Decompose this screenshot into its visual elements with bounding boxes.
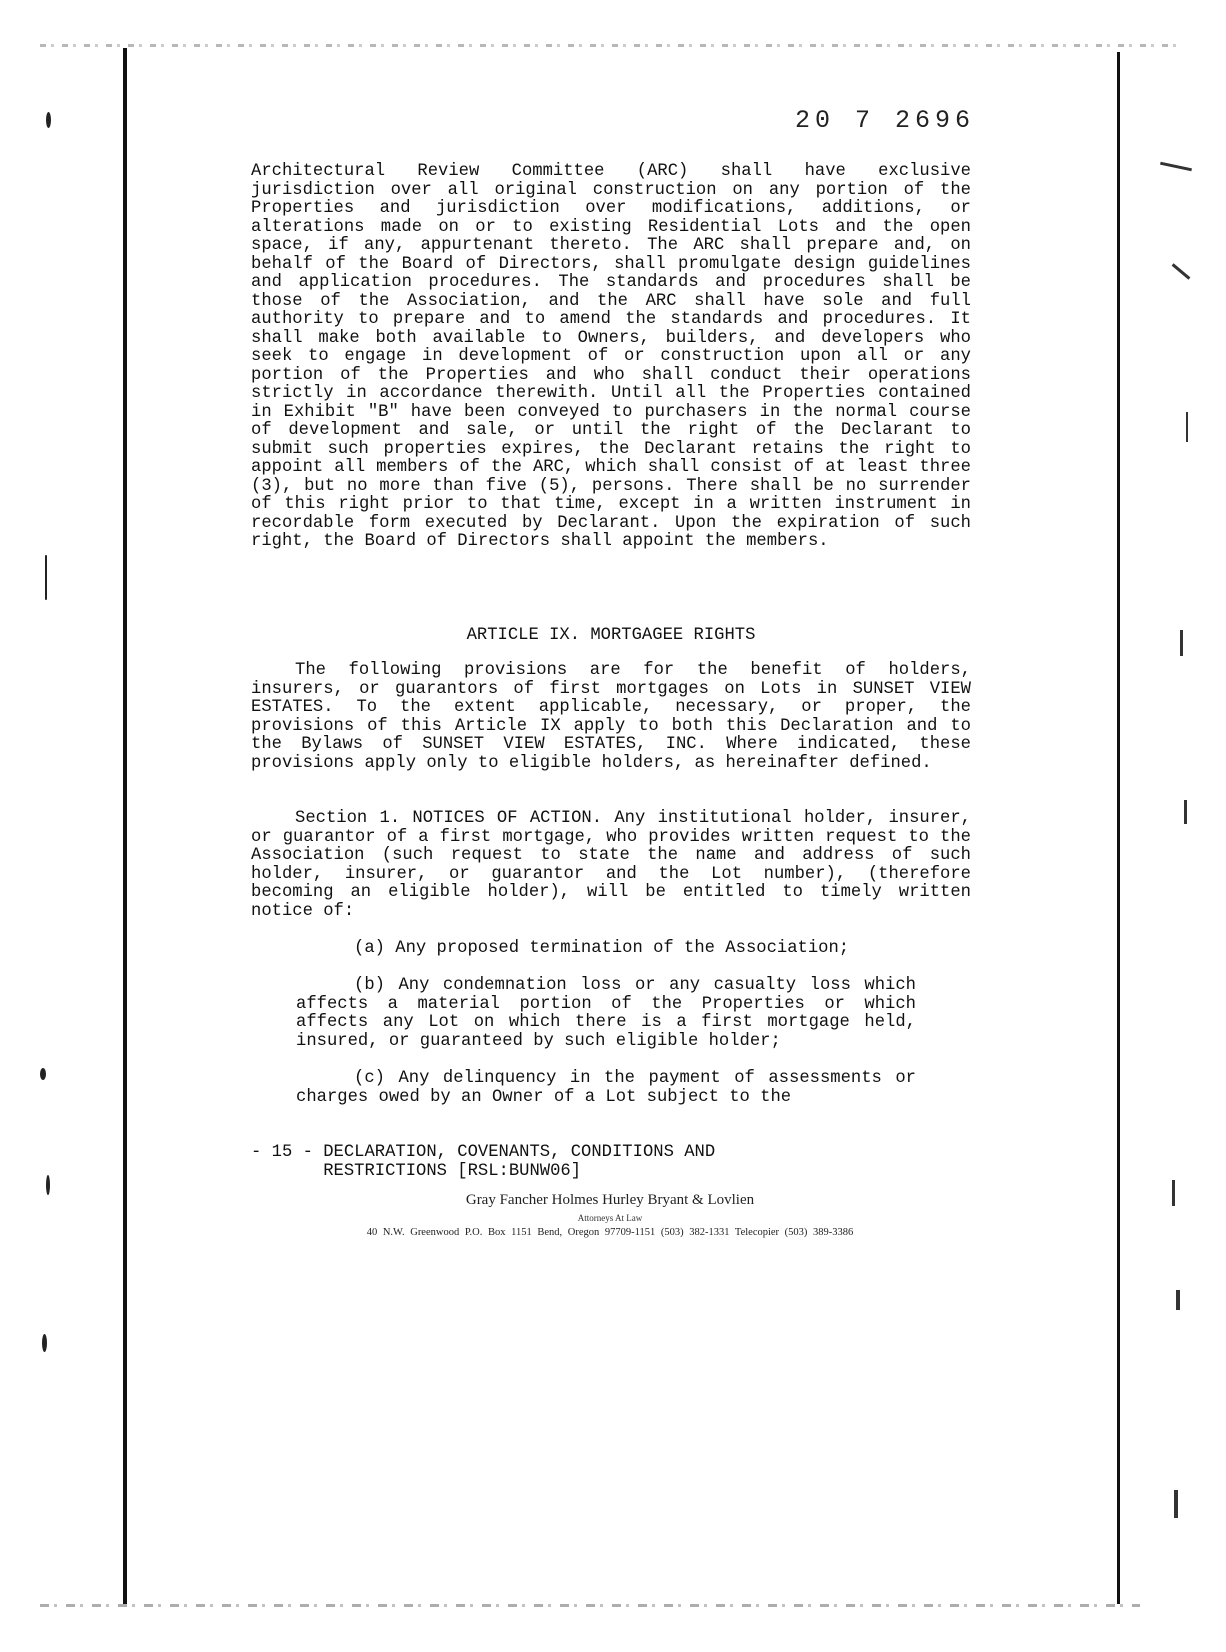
scan-speck bbox=[46, 112, 51, 128]
footer-page-label: - 15 - DECLARATION, COVENANTS, CONDITIONS AND RESTRICTIONS [RSL:BUNW06] bbox=[251, 1143, 716, 1181]
list-item-a: (a) Any proposed termination of the Association; bbox=[354, 939, 850, 958]
scan-speck bbox=[45, 555, 47, 600]
paragraph-intro: The following provisions are for the benefit of holders, insurers, or guarantors of first mortgages on Lots in SUNSET VIEW ESTATES. To the extent applicable, necessary, or proper, the provisions of this Article IX apply to both this Declaration and to the Bylaws of SUNSET VIEW ESTATES, INC. Where indicated, these provisions apply only to eligible holders, as hereinafter defined. bbox=[251, 661, 971, 773]
scan-edge-top bbox=[40, 44, 1180, 47]
page-number: 20 7 2696 bbox=[795, 106, 976, 135]
page-border-left bbox=[123, 48, 127, 1604]
firm-address: 40 N.W. Greenwood P.O. Box 1151 Bend, Oregon 97709-1151 (503) 382-1331 Telecopier (503) 389-3386 bbox=[366, 1227, 854, 1238]
scan-speck bbox=[46, 1175, 50, 1195]
firm-name: Gray Fancher Holmes Hurley Bryant & Lovlien bbox=[465, 1192, 755, 1208]
page-border-right bbox=[1117, 52, 1120, 1604]
paragraph-section-1: Section 1. NOTICES OF ACTION. Any institutional holder, insurer, or guarantor of a first mortgage, who provides written request to the Association (such request to state the name and address of such holder, insurer, or guarantor and the Lot number), (therefore becoming an eligible holder), will be entitled to timely written notice of: bbox=[251, 809, 971, 921]
firm-subtitle: Attorneys At Law bbox=[577, 1213, 643, 1223]
paragraph-arc: Architectural Review Committee (ARC) shall have exclusive jurisdiction over all original construction on any portion of the Properties and jurisdiction over modifications, additions, or alterations made on or to existing Residential Lots and the open space, if any, appurtenant thereto. The ARC shall prepare and, on behalf of the Board of Directors, shall promulgate design guidelines and application procedures. The standards and procedures shall be those of the Association, and the ARC shall have sole and full authority to prepare and to amend the standards and procedures. It shall make both available to Owners, builders, and developers who seek to engage in development of or construction upon all or any portion of the Properties and who shall conduct their operations strictly in accordance therewith. Until all the Properties contained in Exhibit "B" have been conveyed to purchasers in the normal course of development and sale, or until the right of the Declarant to submit such properties expires, the Declarant retains the right to appoint all members of the ARC, which shall consist of at least three (3), but no more than five (5), persons. There shall be no surrender of this right prior to that time, except in a written instrument in recordable form executed by Declarant. Upon the expiration of such right, the Board of Directors shall appoint the members. bbox=[251, 162, 971, 551]
list-item-b: (b) Any condemnation loss or any casualty loss which affects a material portion of the Properties or which affects any Lot on which there is a first mortgage held, insured, or guaranteed by such eligible holder; bbox=[296, 976, 916, 1051]
scan-edge-bottom bbox=[40, 1604, 1140, 1607]
scan-speck bbox=[40, 1068, 46, 1080]
article-heading: ARTICLE IX. MORTGAGEE RIGHTS bbox=[466, 626, 756, 645]
scan-speck bbox=[42, 1334, 47, 1352]
list-item-c: (c) Any delinquency in the payment of assessments or charges owed by an Owner of a Lot subject to the bbox=[296, 1069, 916, 1107]
